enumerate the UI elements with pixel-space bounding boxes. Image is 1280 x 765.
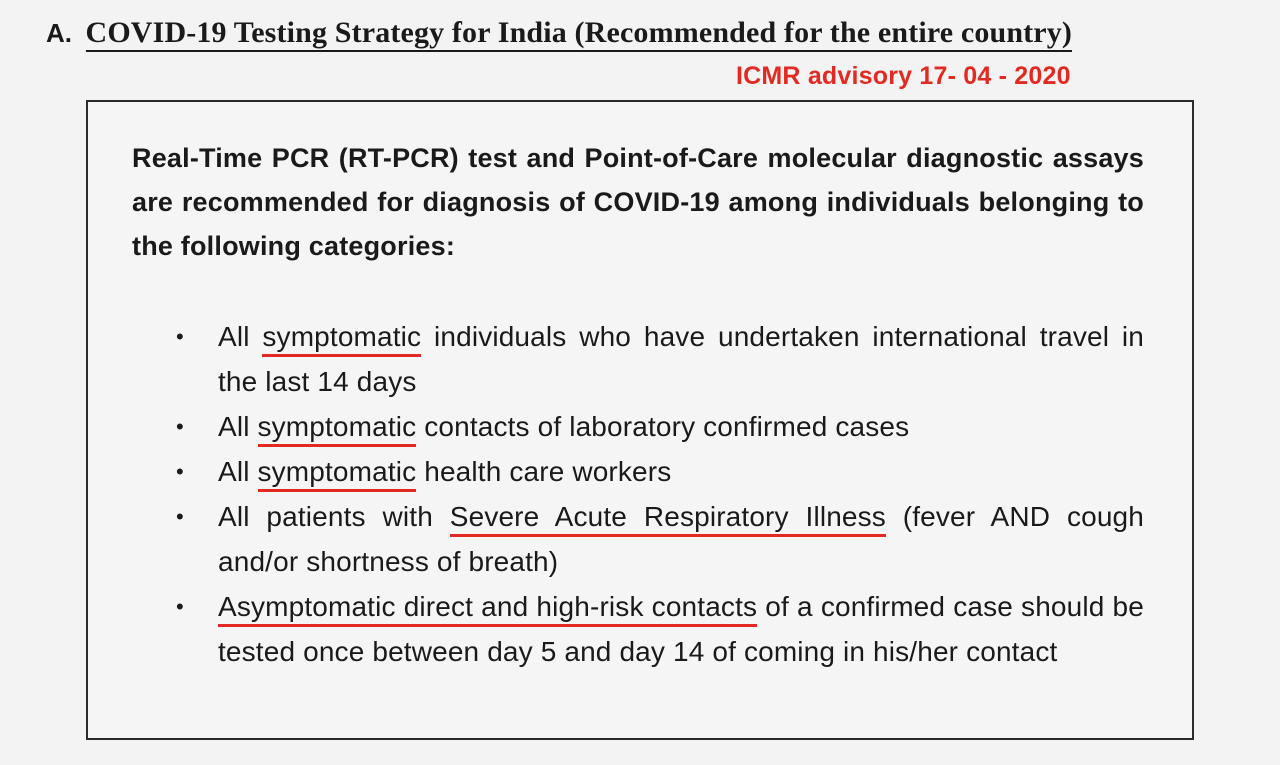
bullet-icon: • — [176, 324, 184, 349]
criteria-text-before: All — [218, 321, 263, 352]
criteria-item-symptomatic-contacts — [172, 404, 1144, 449]
section-label: A. — [46, 18, 72, 48]
recommendation-paragraph: Real-Time PCR (RT-PCR) test and Point-of-Care molecular diagnostic assays are recommended for diagnosis of COVID-19 among individuals belonging to the following categories: — [132, 143, 1144, 261]
red-underlined-phrase: symptomatic — [258, 456, 417, 492]
criteria-text-before: All — [218, 411, 258, 442]
testing-strategy-box — [86, 100, 1194, 740]
red-underlined-phrase: Severe Acute Respiratory Illness — [450, 501, 886, 537]
section-title: COVID-19 Testing Strategy for India (Recommended for the entire country) — [86, 16, 1073, 52]
criteria-item-asymptomatic-contacts — [172, 584, 1144, 674]
criteria-item-sari-patients — [172, 494, 1144, 584]
red-underlined-phrase: Asymptomatic direct and high-risk contacts — [218, 591, 757, 627]
criteria-item-symptomatic-international-travel — [172, 314, 1144, 404]
testing-criteria-list — [172, 314, 1144, 674]
criteria-item-symptomatic-health-care-workers — [172, 449, 1144, 494]
red-underlined-phrase: symptomatic — [258, 411, 417, 447]
handwritten-advisory-note: ICMR advisory 17- 04 - 2020 — [736, 62, 1071, 90]
bullet-icon: • — [176, 594, 184, 619]
criteria-text-after: (fever AND cough and/or shortness of breath) — [218, 501, 1144, 577]
criteria-text-after: health care workers — [416, 456, 672, 487]
criteria-text-before: All — [218, 456, 258, 487]
bullet-icon: • — [176, 414, 184, 439]
page-edge-marks — [4, 0, 28, 90]
bullet-icon: • — [176, 504, 184, 529]
criteria-text-after: individuals who have undertaken international travel in the last 14 days — [218, 321, 1144, 397]
criteria-text-after: contacts of laboratory confirmed cases — [416, 411, 910, 442]
section-heading — [46, 16, 1236, 62]
bullet-icon: • — [176, 459, 184, 484]
red-underlined-phrase: symptomatic — [262, 321, 421, 357]
criteria-text-after: of a confirmed case should be tested once between day 5 and day 14 of coming in his/her contact — [218, 591, 1144, 667]
criteria-text-before: All patients with — [218, 501, 450, 532]
